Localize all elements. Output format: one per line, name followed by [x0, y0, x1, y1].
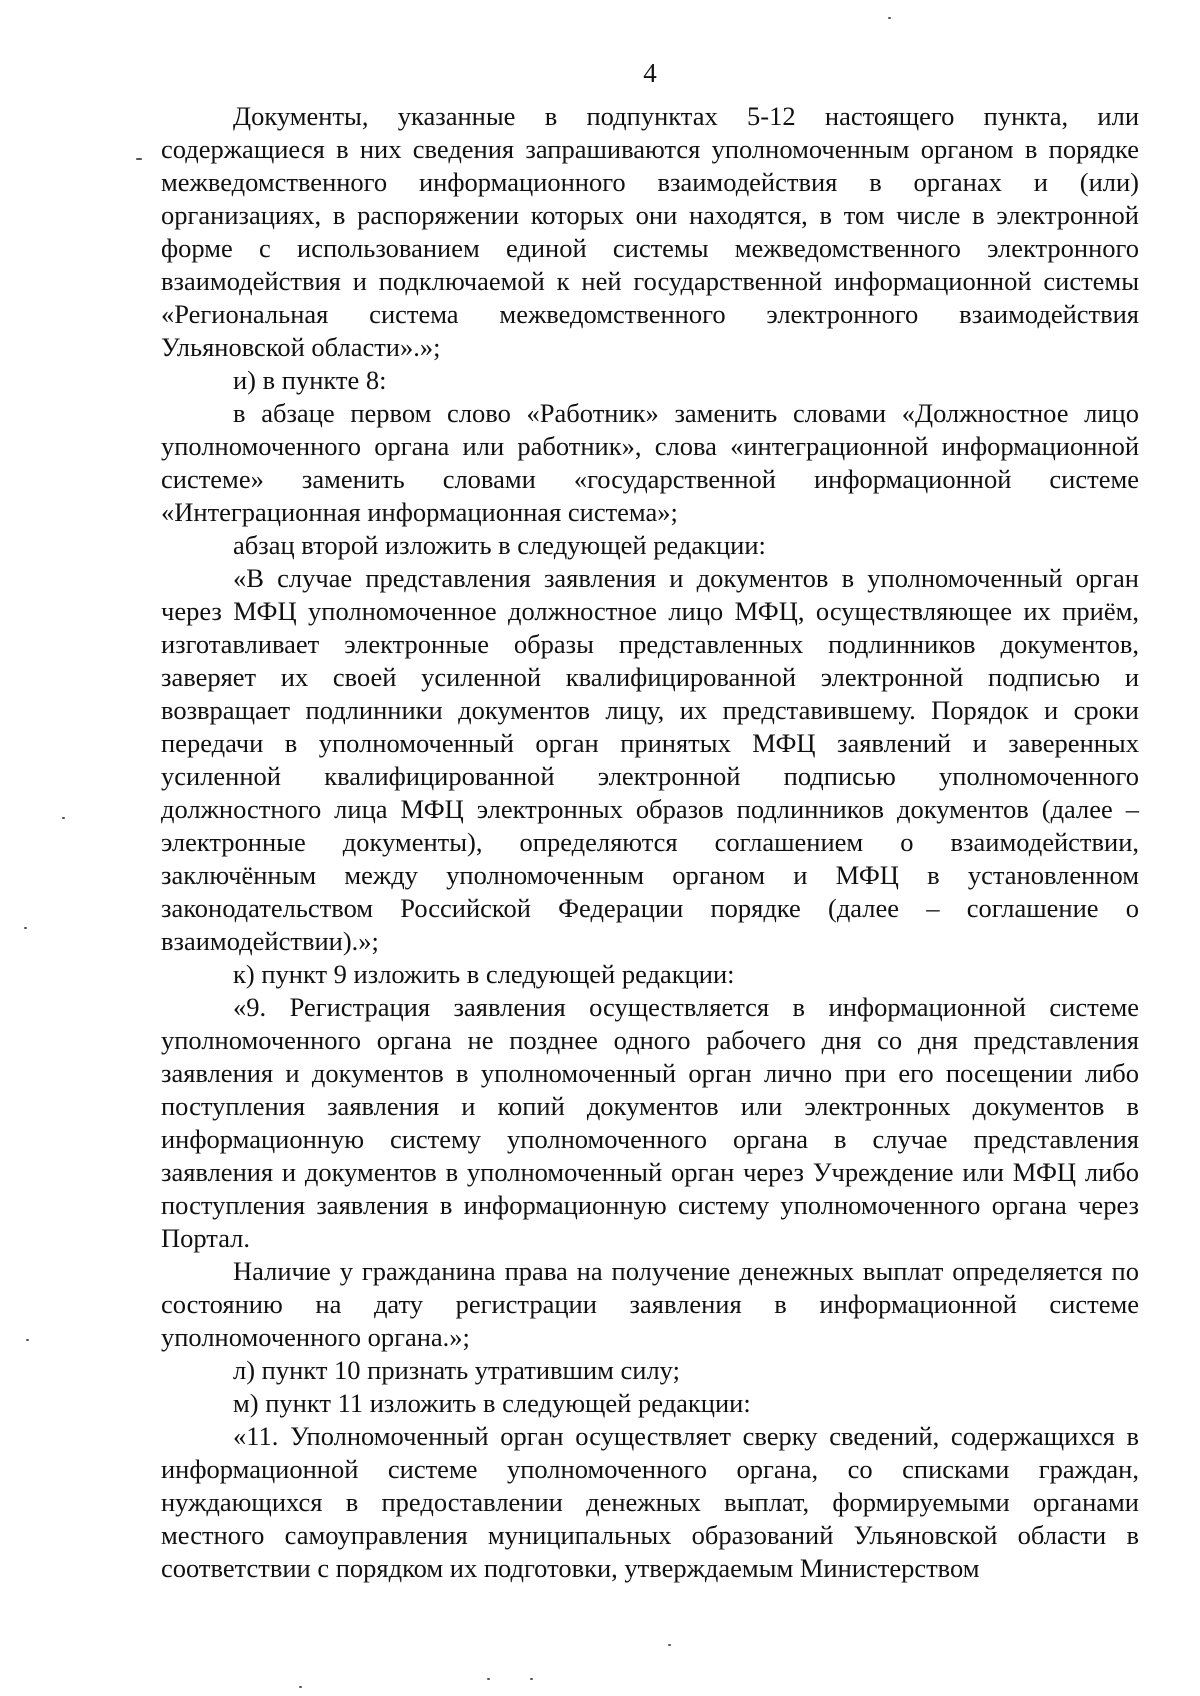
scan-speck [530, 1678, 533, 1680]
paragraph-item-k: к) пункт 9 изложить в следующей редакции: [233, 959, 735, 989]
paragraph-right-to-payments: Наличие у гражданина права на получение денежных выплат определяется по состоянию на дату регистрации заявления в информационной системе уполномоченного органа.»; [161, 1256, 1139, 1352]
paragraph-second-abzac-intro: абзац второй изложить в следующей редакции: [233, 530, 766, 560]
scan-speck [62, 817, 65, 819]
paragraph-item-m: м) пункт 11 изложить в следующей редакции: [233, 1388, 751, 1418]
scan-speck [888, 17, 891, 19]
paragraph-item-l: л) пункт 10 признать утратившим силу; [233, 1355, 680, 1385]
scan-speck [299, 1686, 302, 1688]
scan-speck [668, 1644, 671, 1646]
paragraph-mfc-quote: «В случае представления заявления и документов в уполномоченный орган через МФЦ уполномоченное должностное лицо МФЦ, осуществляющее их приём, изготавливает электронные образы представленных подлинников документов, заверяет их своей усиленной квалифицированной электронной подписью и возвращает подлинники документов лицу, их представившему. Порядок и сроки передачи в уполномоченный орган принятых МФЦ заявлений и заверенных усиленной квалифицированной электронной подписью уполномоченного должностного лица МФЦ электронных образов подлинников документов (далее – электронные документы), определяются соглашением о взаимодействии, заключённым между уполномоченным органом и МФЦ в установленном законодательством Российской Федерации порядке (далее – соглашение о взаимодействии).»; [161, 563, 1139, 956]
page-number: 4 [643, 58, 657, 88]
paragraph-point-11: «11. Уполномоченный орган осуществляет сверку сведений, содержащихся в информационной системе уполномоченного органа, со списками граждан, нуждающихся в предоставлении денежных выплат, формируемыми органами местного самоуправления муниципальных образований Ульяновской области в соответствии с порядком их подготовки, утверждаемым Министерством [161, 1421, 1139, 1583]
scan-speck [24, 927, 27, 929]
document-body [161, 100, 1139, 1585]
scan-speck [136, 158, 142, 160]
scan-speck [487, 1678, 490, 1680]
paragraph-documents-request: Документы, указанные в подпунктах 5-12 настоящего пункта, или содержащиеся в них сведения запрашиваются уполномоченным органом в порядке межведомственного информационного взаимодействия в органах и (или) организациях, в распоряжении которых они находятся, в том числе в электронной форме с использованием единой системы межведомственного электронного взаимодействия и подключаемой к ней государственной информационной системы «Региональная система межведомственного электронного взаимодействия Ульяновской области».»; [161, 101, 1139, 362]
paragraph-point-9: «9. Регистрация заявления осуществляется в информационной системе уполномоченного органа не позднее одного рабочего дня со дня представления заявления и документов в уполномоченный орган лично при его посещении либо поступления заявления и копий документов или электронных документов в информационную систему уполномоченного органа в случае представления заявления и документов в уполномоченный орган через Учреждение или МФЦ либо поступления заявления в информационную систему уполномоченного органа через Портал. [161, 992, 1139, 1253]
scan-speck [26, 1339, 29, 1341]
paragraph-first-abzac: в абзаце первом слово «Работник» заменить словами «Должностное лицо уполномоченного органа или работник», слова «интеграционной информационной системе» заменить словами «государственной информационной системе «Интеграционная информационная система»; [161, 398, 1139, 527]
paragraph-item-i: и) в пункте 8: [233, 365, 387, 395]
